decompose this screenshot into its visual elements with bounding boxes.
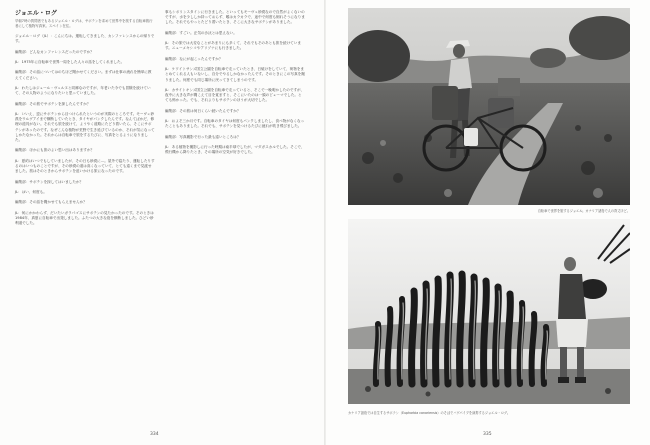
paragraph: 編集部：その旅でサボテンを探したんですか？ xyxy=(15,101,91,106)
paragraph: 編集部：なにが起こったんですか？ xyxy=(165,56,223,61)
photo-bagpiper-cactus xyxy=(348,219,630,404)
paragraph: 事もシボリンスタインに行きました。といってもモーヴェ砂漠なので自然がよくないのですが、水を少ししか持っておらず、喉はカラカラで、途中で何度も倒れそうになりました。それでもやっとたどり着いたとき、そこに大きなサボテンがありました。 xyxy=(165,10,305,25)
paragraph: JL：ある植物を撮影しに行った時期は南半球でしたが、マダガスカルでした。そこで、飛行機から降りたとき、その場所の空気が好きでした。 xyxy=(165,145,305,155)
paragraph: ジョエル・ログ（JL）：こんにちは。運転してきました、カンファレンスからの帰りです。 xyxy=(15,34,155,44)
right-page xyxy=(326,0,650,445)
paragraph: 編集部：その旅は何日くらい続いたんですか？ xyxy=(165,108,241,113)
paragraph: JL：夏約はいつでもしていましたが、その日も砂漠に…。屋外で寝たり、運転したりするのはいつものことですが、その砂漠の道は高くなっていて、とても遠くまで見渡せました。旅はそのときからサボテンを追いかける旅になったのです。 xyxy=(15,158,155,174)
article-subtitle: 早朝7時の質問者でもあるジョエル・ログは、サボテンを求めて世界中を旅する自転車旅行者にして植物写真家。スペイン在住。 xyxy=(15,19,153,28)
text-column-1 xyxy=(15,10,155,232)
photo-caption-2: カナリア諸島では自生するサボテン（Euphorbia canariensis）のそばでバグパイプを演奏するジョエル・ログ。 xyxy=(348,411,511,415)
paragraph: JL：その旅では大変なことがあまりにも多くて、それでもそのあとも旅を続けています。ニューメキシコやアリゾナにも行きました。 xyxy=(165,41,301,51)
paragraph: JL：はい、何度も。 xyxy=(15,189,47,194)
page-number-right: 335 xyxy=(483,432,492,437)
paragraph: 編集部：ほかにも旅のよい思い出はありますか？ xyxy=(15,148,95,153)
paragraph: JL：ケワイトサンズ国立公園を自転車で走っていたとき、日焼けをしていて、荷物をまとめてくれる人もいないし、自分でやるしかなかったんです。そのときにこの写真を撮りました。何度でも同じ場所に戻ってきてしまうのです。 xyxy=(165,67,305,82)
photo-caption-1: 自転車で世界を旅するジョエル。カナリア諸島で人の背丈ほど。 xyxy=(537,209,630,213)
paragraph: 編集部：その話についてはのちほど聞かせてください。まずは仕事の流れを簡単に教えてください。 xyxy=(15,70,152,80)
paragraph: 編集部：その話を聞かせてもらえませんか？ xyxy=(15,200,87,205)
paragraph: JL：およそ三か月です。自転車のタイヤは何度もパンクしましたし、食べ物がなくなったこともありました。それでも、サボテンを見つけるたびに疲れが吹き飛びました。 xyxy=(165,119,305,129)
paragraph: JL：1975年に自転車で世界一周をした人々の話をしてくれました。 xyxy=(15,59,125,64)
paragraph: 編集部：すごい。正気の沙汰とは思えない。 xyxy=(165,30,237,35)
paragraph: 編集部：どんなカンファレンスだったのですか？ xyxy=(15,49,94,54)
page-number-left: 334 xyxy=(150,432,159,437)
paragraph: JL：カサイトキンズ国立公園を自転車で走っていると、そこで一晩明かしたのですが、夜中に大きな声が聞こえて目を覚ますと、そこにいたのは一頭のピューマでした。とても怖かった。でも、それよりもサボテンのほうが大切でした。 xyxy=(165,87,305,103)
paragraph: JL：何にかかわらず、だいたいガラパゴスにサボテンの見たかったのです。そのときは1984年、真夏に自転車で出発しました。ふたつの大きな島を横断しました。ひどい砂利道でした。 xyxy=(15,210,154,226)
paragraph: 編集部：サボテンを探してはいましたか？ xyxy=(15,179,84,184)
paragraph: 編集部：写真撮影で行った最も遠いところは？ xyxy=(165,134,241,139)
paragraph: JL：いいえ、逆にサボテンから目つけられたというのが実際のところです。モーヴェ砂漠をウルグアイまで横断していたとき、タイヤがパンクしたんです。なんてばかだ、修理の道具がない。それでも旅を続けて、ようやく道路にたどり着いたら、そこにサボテンがあったのです。なぜこんな植物が荒野で生き延びているのか、それが気になってしかたなかった。それからは自転車で旅をするたびに、写真をとるようになりました。 xyxy=(15,111,155,142)
left-page xyxy=(0,0,324,445)
article-title: ジョエル・ログ xyxy=(15,10,57,17)
photo-cyclist xyxy=(348,8,630,205)
text-column-2 xyxy=(165,10,305,161)
paragraph: JL：わたしはジュール・ヴェルヌと同郷なのですが、年老いた今でも冒険を続けていて、その人物のようになりたいと思っていました。 xyxy=(15,85,151,96)
